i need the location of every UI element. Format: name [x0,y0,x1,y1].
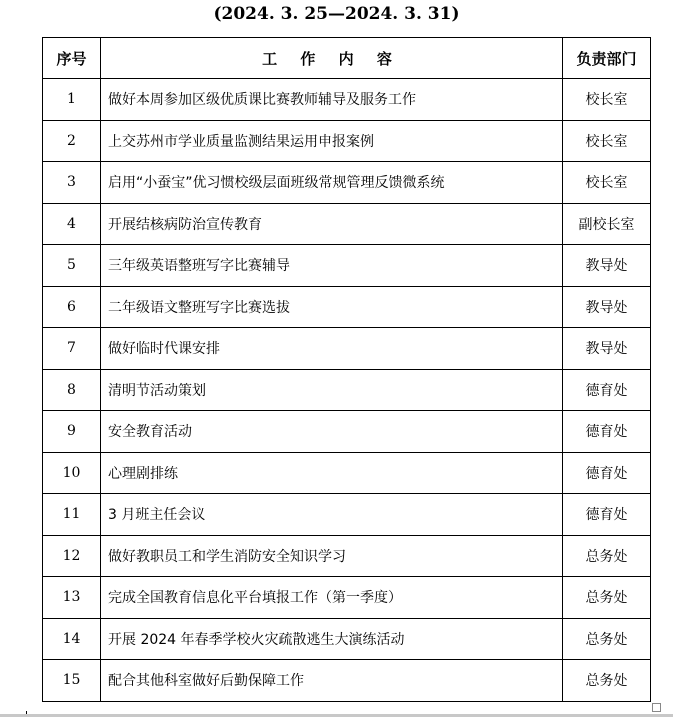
row-content: 清明节活动策划 [101,369,563,411]
table-row [43,452,651,494]
table-row [43,618,651,660]
header-content: 工 作 内 容 [101,38,563,79]
table-row [43,328,651,370]
row-number: 6 [43,286,101,328]
table-row [43,245,651,287]
row-number: 9 [43,411,101,453]
row-department: 总务处 [563,618,651,660]
table-row [43,369,651,411]
row-department: 教导处 [563,286,651,328]
row-content: 完成全国教育信息化平台填报工作（第一季度） [101,577,563,619]
row-department: 德育处 [563,369,651,411]
table-row [43,411,651,453]
row-department: 副校长室 [563,203,651,245]
table-row [43,535,651,577]
row-number: 4 [43,203,101,245]
row-content: 3 月班主任会议 [101,494,563,536]
row-department: 总务处 [563,535,651,577]
row-department: 教导处 [563,328,651,370]
row-number: 2 [43,120,101,162]
header-number: 序号 [43,38,101,79]
table-row [43,286,651,328]
date-range-title: (2024. 3. 25—2024. 3. 31) [213,4,460,24]
table-row [43,120,651,162]
row-department: 校长室 [563,79,651,121]
row-content: 上交苏州市学业质量监测结果运用申报案例 [101,120,563,162]
row-number: 10 [43,452,101,494]
row-content: 开展 2024 年春季学校火灾疏散逃生大演练活动 [101,618,563,660]
header-department: 负责部门 [563,38,651,79]
row-department: 德育处 [563,494,651,536]
row-number: 8 [43,369,101,411]
row-number: 15 [43,660,101,702]
table-resize-handle[interactable] [652,703,661,712]
table-row [43,660,651,702]
row-number: 12 [43,535,101,577]
row-content: 做好教职员工和学生消防安全知识学习 [101,535,563,577]
row-content: 做好本周参加区级优质课比赛教师辅导及服务工作 [101,79,563,121]
row-number: 3 [43,162,101,204]
row-content: 三年级英语整班写字比赛辅导 [101,245,563,287]
row-number: 13 [43,577,101,619]
table-row [43,162,651,204]
row-department: 教导处 [563,245,651,287]
row-department: 总务处 [563,577,651,619]
row-department: 德育处 [563,411,651,453]
row-number: 1 [43,79,101,121]
row-content: 做好临时代课安排 [101,328,563,370]
table-row [43,577,651,619]
row-content: 心理剧排练 [101,452,563,494]
row-department: 校长室 [563,162,651,204]
row-number: 5 [43,245,101,287]
row-content: 二年级语文整班写字比赛选拔 [101,286,563,328]
row-number: 14 [43,618,101,660]
row-content: 开展结核病防治宣传教育 [101,203,563,245]
table-row [43,79,651,121]
row-number: 11 [43,494,101,536]
row-number: 7 [43,328,101,370]
row-department: 总务处 [563,660,651,702]
row-content: 启用“小蚕宝”优习惯校级层面班级常规管理反馈微系统 [101,162,563,204]
weekly-work-table [42,37,651,702]
row-content: 安全教育活动 [101,411,563,453]
row-department: 德育处 [563,452,651,494]
row-content: 配合其他科室做好后勤保障工作 [101,660,563,702]
table-row [43,494,651,536]
row-department: 校长室 [563,120,651,162]
table-header-row [43,38,651,79]
table-row [43,203,651,245]
